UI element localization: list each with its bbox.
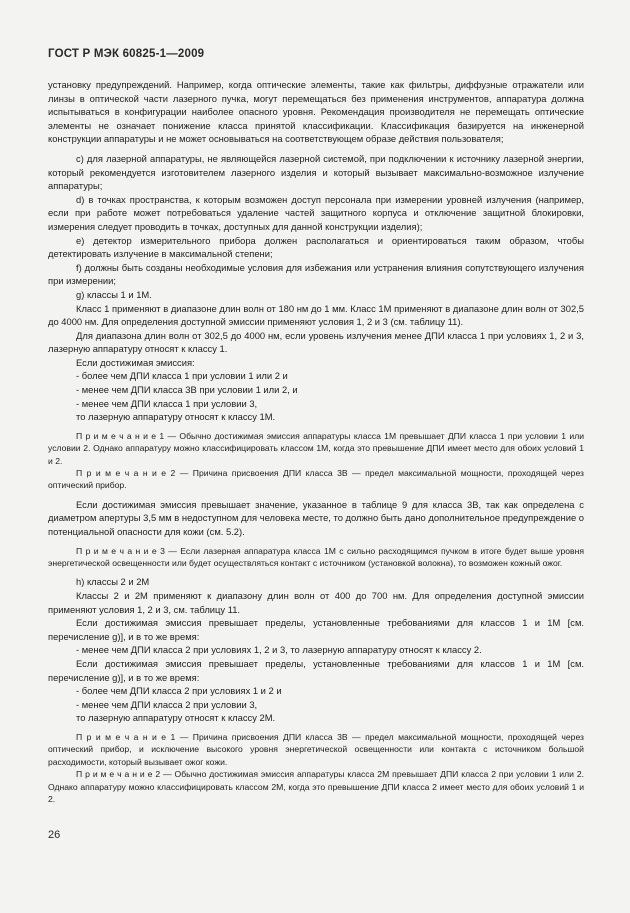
note-label: П р и м е ч а н и е 2	[76, 769, 161, 780]
note-2	[48, 467, 584, 492]
note-text: — Обычно достижимая эмиссия аппаратуры класса 2М превышает ДПИ класса 2 при условии 1 или 2. Однако аппаратуру можно классифицировать классом 2М, когда это превышение ДПИ класса 2 имеет место для обоих условий 1 и 2.	[48, 769, 584, 805]
condition-line: - менее чем ДПИ класса 2 при условии 3,	[76, 698, 258, 710]
note-label: П р и м е ч а н и е 1	[76, 732, 176, 742]
paragraph: Если достижимая эмиссия превышает пределы, установленные требованиями для классов 1 и 1М [см. перечисление g)], и в то же время:	[48, 658, 584, 683]
paragraph: Если достижимая эмиссия превышает пределы, установленные требованиями для классов 1 и 1М [см. перечисление g)], и в то же время:	[48, 617, 584, 642]
conclusion-line: то лазерную аппаратуру относят к классу 1М.	[76, 411, 276, 423]
note-text: — Если лазерная аппаратура класса 1М с сильно расходящимся пучком в итоге будет выше уровня энергетической освещенности или будет осуществляться контакт с источником (установкой волокна), то возможен кожный ожог.	[48, 545, 585, 569]
note-label: П р и м е ч а н и е 3	[76, 545, 165, 556]
paragraph: Если достижимая эмиссия:	[76, 356, 195, 368]
note-text: — Причина присвоения ДПИ класса 3В — предел максимальной мощности, проходящей через оптический прибор, и исключение высокого уровня энергетической освещенности или контакта с источником большой расходимости, который вызывает ожог кожи.	[48, 732, 584, 767]
note-label: П р и м е ч а н и е 2	[76, 468, 176, 479]
list-item-e: e) детектор измерительного прибора должен располагаться и ориентироваться таким образом, чтобы детектировать излучение в максимальной степени;	[48, 234, 584, 260]
note-5	[48, 768, 584, 805]
note-text: — Обычно достижимая эмиссия аппаратуры класса 1М превышает ДПИ класса 1 при условии 1 или условии 2. Однако аппаратуру можно классифицировать классом 1М, когда это превышение ДПИ имеет место для обоих условий 1 и 2.	[48, 430, 585, 466]
conclusion-line: то лазерную аппаратуру относят к классу 2М.	[76, 712, 276, 724]
paragraph: Классы 2 и 2М применяют к диапазону длин волн от 400 до 700 нм. Для определения доступной эмиссии применяют условия 1, 2 и 3, см. таблицу 11.	[48, 590, 584, 615]
note-1	[48, 430, 584, 467]
paragraph: Если достижимая эмиссия превышает значение, указанное в таблице 9 для класса 3В, так как определена с диаметром апертуры 3,5 мм в недоступном для человека месте, то должно быть дано дополнительное предупреждение о потенциальной опасности для кожи (см. 5.2).	[48, 498, 584, 538]
list-item-c: c) для лазерной аппаратуры, не являющейся лазерной системой, при подключении к источнику лазерной энергии, который рекомендуется изготовителем лазерного изделия и который вызывает максимально-возможное излучение аппаратуры;	[48, 152, 584, 192]
page-header: ГОСТ Р МЭК 60825-1—2009	[48, 48, 205, 60]
page-number: 26	[48, 829, 61, 841]
condition-line: - более чем ДПИ класса 2 при условиях 1 и 2 и	[76, 685, 282, 697]
list-item-g: g) классы 1 и 1М.	[76, 288, 152, 300]
list-item-f: f) должны быть созданы необходимые условия для избежания или устранения влияния сопутствующего излучения при измерении;	[48, 261, 584, 287]
note-label: П р и м е ч а н и е 1	[76, 430, 165, 441]
condition-line: - более чем ДПИ класса 1 при условии 1 или 2 и	[76, 370, 288, 382]
condition-line: - менее чем ДПИ класса 3В при условии 1 или 2, и	[76, 384, 298, 396]
note-3	[48, 545, 584, 570]
condition-line: - менее чем ДПИ класса 1 при условии 3,	[76, 397, 258, 409]
list-item-h: h) классы 2 и 2М	[76, 576, 150, 588]
paragraph: Для диапазона длин волн от 302,5 до 4000 нм, если уровень излучения менее ДПИ класса 1 при условиях 1, 2 и 3, лазерную аппаратуру относят к классу 1.	[48, 329, 584, 355]
paragraph: Класс 1 применяют в диапазоне длин волн от 180 нм до 1 мм. Класс 1М применяют в диапазоне длин волн от 302,5 до 4000 нм. Для определения доступной эмиссии применяют условия 1, 2 и 3 (см. таблицу 11).	[48, 302, 584, 328]
list-item-d: d) в точках пространства, к которым возможен доступ персонала при измерении уровней излучения (например, если при работе может потребоваться удаление частей защитного корпуса и отключение защитной блокировки, измерения следует проводить в точках, доступных для данной конструкции изделия);	[48, 193, 584, 232]
document-body	[48, 78, 584, 805]
note-text: — Причина присвоения ДПИ класса 3В — предел максимальной мощности, проходящей через оптический прибор.	[48, 468, 584, 491]
paragraph: установку предупреждений. Например, когда оптические элементы, такие как фильтры, диффузные отражатели или линзы в оптической части лазерного пучка, могут перемещаться без применения инструментов, аппаратура должна испытываться в конфигурации наиболее опасного уровня. Рекомендация производителя не перемещать оптические элементы не означает понижение класса принятой классификации. Классификация базируется на инженерной конструкции аппаратуры и не может основываться на соответствующем образе действия пользователя;	[48, 79, 584, 145]
note-4	[48, 731, 584, 768]
condition-line: - менее чем ДПИ класса 2 при условиях 1, 2 и 3, то лазерную аппаратуру относят к классу 2.	[76, 644, 482, 656]
